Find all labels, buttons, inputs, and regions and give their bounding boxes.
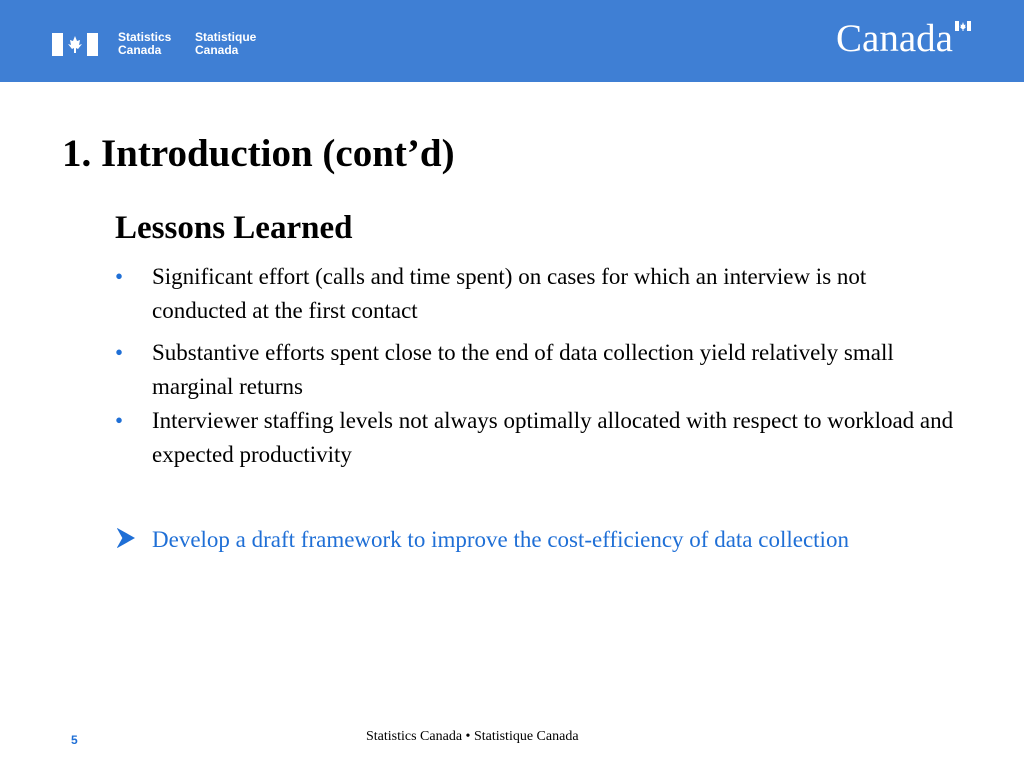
canada-wordmark: Canada xyxy=(836,17,953,60)
slide-subtitle: Lessons Learned xyxy=(115,210,353,246)
arrow-bullet-icon xyxy=(117,528,135,548)
agency-name-french xyxy=(195,31,256,57)
agency-name-english xyxy=(118,31,171,57)
page-number: 5 xyxy=(71,733,78,747)
bullet-text: Substantive efforts spent close to the end of data collection yield relatively small marginal returns xyxy=(152,340,894,399)
bullet-icon: • xyxy=(115,264,124,289)
bullet-text: Interviewer staffing levels not always optimally allocated with respect to workload and expected productivity xyxy=(152,408,954,467)
bullet-text: Significant effort (calls and time spent) on cases for which an interview is not conducted at the first contact xyxy=(152,264,867,323)
action-item xyxy=(115,523,965,557)
action-item-text: Develop a draft framework to improve the cost-efficiency of data collection xyxy=(152,527,849,552)
agency-en-line1: Statistics xyxy=(118,30,172,44)
bullet-icon: • xyxy=(115,408,124,433)
header-bar xyxy=(0,0,1024,82)
bullet-icon: • xyxy=(115,340,124,365)
footer-text: Statistics Canada • Statistique Canada xyxy=(366,729,579,744)
list-item xyxy=(115,404,965,472)
agency-en-line2: Canada xyxy=(118,43,162,57)
agency-fr-line1: Statistique xyxy=(195,30,257,44)
agency-fr-line2: Canada xyxy=(195,43,239,57)
slide-title: 1. Introduction (cont’d) xyxy=(62,132,455,175)
canada-flag-icon xyxy=(52,33,98,56)
list-item xyxy=(115,336,965,404)
bullet-list xyxy=(115,260,965,472)
list-item xyxy=(115,260,965,328)
wordmark-flag-icon xyxy=(955,21,971,31)
